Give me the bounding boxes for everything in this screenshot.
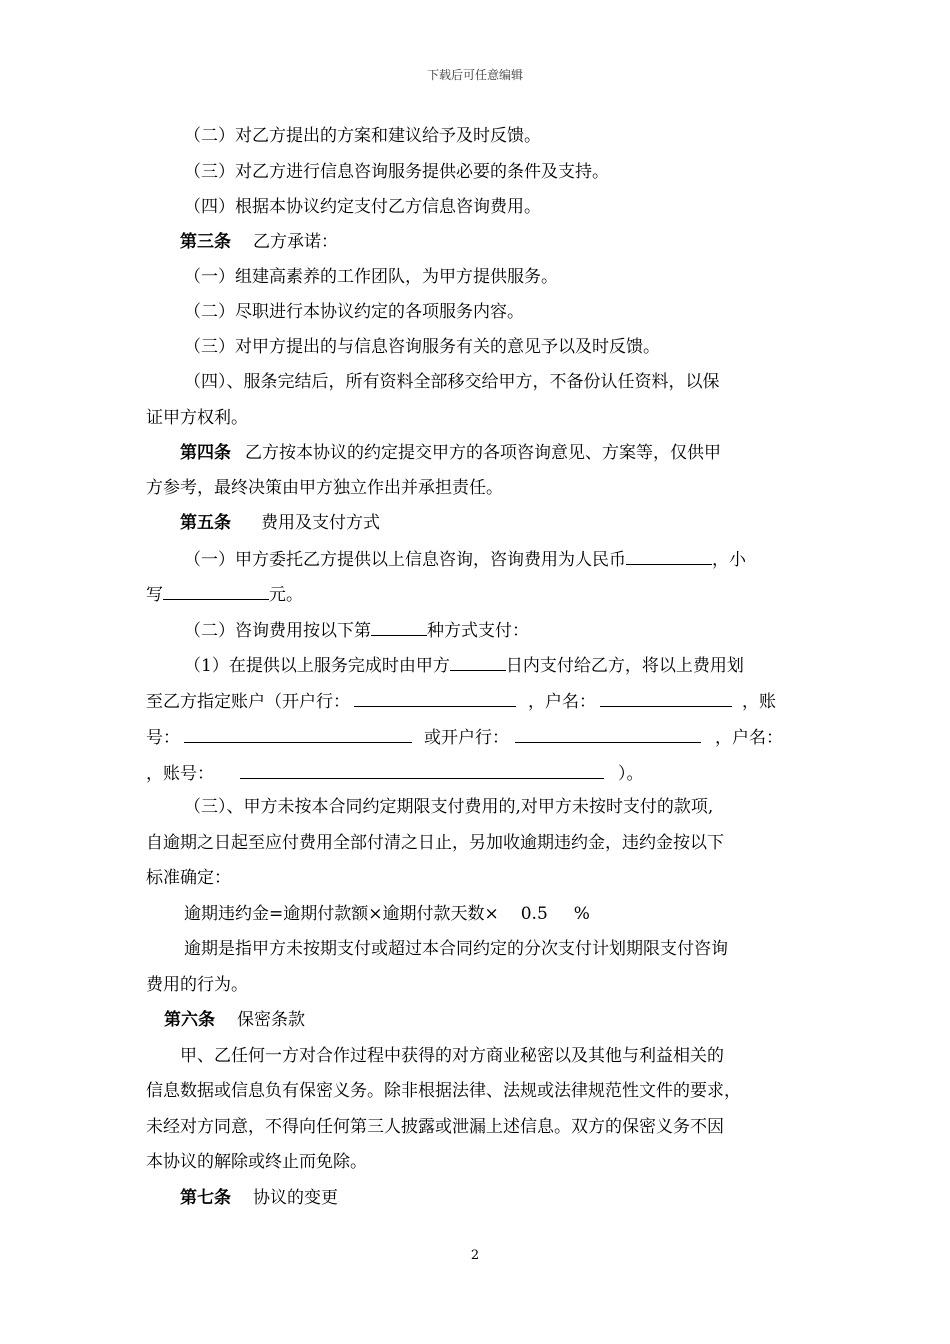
paragraph-line: 方参考，最终决策由甲方独立作出并承担责任。 xyxy=(146,478,503,498)
paragraph-line: （三）对乙方进行信息咨询服务提供必要的条件及支持。 xyxy=(184,162,609,182)
paragraph-line: 标准确定： xyxy=(146,868,231,888)
page-header: 下载后可任意编辑 xyxy=(426,68,523,82)
blank-field xyxy=(515,724,701,743)
blank-field xyxy=(450,652,506,671)
article-title: 第七条 xyxy=(180,1188,231,1208)
blank-field xyxy=(184,724,412,743)
paragraph-line: 费用的行为。 xyxy=(146,975,248,995)
paragraph-line: （四）、服条完结后，所有资料全部移交给甲方，不备份认任资料，以保 xyxy=(184,372,720,392)
paragraph-line: （四）根据本协议约定支付乙方信息咨询费用。 xyxy=(184,197,541,217)
paragraph-line: 未经对方同意，不得向任何第三人披露或泄漏上述信息。双方的保密义务不因 xyxy=(146,1117,724,1137)
paragraph-line: 本协议的解除或终止而免除。 xyxy=(146,1152,367,1172)
article-text: 费用及支付方式 xyxy=(261,513,380,533)
paragraph-line: （二）尽职进行本协议约定的各项服务内容。 xyxy=(184,302,524,322)
article-text: 保密条款 xyxy=(237,1010,305,1030)
article-4-heading xyxy=(180,441,721,465)
page-number: 2 xyxy=(470,1248,480,1263)
paragraph-line: 至乙方指定账户（开户行： ，户名： ，账 xyxy=(146,688,776,714)
paragraph-line: （一）组建高素养的工作团队，为甲方提供服务。 xyxy=(184,267,558,287)
paragraph-line: 信息数据或信息负有保密义务。除非根据法律、法规或法律规范性文件的要求， xyxy=(146,1081,741,1101)
formula-line: 逾期违约金=逾期付款额×逾期付款天数× 0.5 % xyxy=(184,904,590,924)
paragraph-line: （1）在提供以上服务完成时由甲方 日内支付给乙方，将以上费用划 xyxy=(184,652,744,678)
article-title: 第三条 xyxy=(180,232,231,252)
article-5-heading xyxy=(180,511,380,535)
paragraph-line: （二）对乙方提出的方案和建议给予及时反馈。 xyxy=(184,126,541,146)
paragraph-line: （一）甲方委托乙方提供以上信息咨询，咨询费用为人民币 ，小 xyxy=(184,546,746,572)
paragraph-line: 证甲方权利。 xyxy=(146,408,248,428)
paragraph-line: （二）咨询费用按以下第 种方式支付： xyxy=(184,617,529,643)
article-title: 第六条 xyxy=(164,1010,215,1030)
article-text: 协议的变更 xyxy=(253,1188,338,1208)
blank-field xyxy=(240,760,604,779)
blank-field xyxy=(626,546,712,565)
article-7-heading xyxy=(180,1186,338,1210)
article-3-heading xyxy=(180,230,338,254)
paragraph-line: 自逾期之日起至应付费用全部付清之日止，另加收逾期违约金，违约金按以下 xyxy=(146,833,724,853)
article-title: 第五条 xyxy=(180,513,231,533)
blank-field xyxy=(163,581,269,600)
blank-field xyxy=(371,617,427,636)
article-6-heading xyxy=(164,1008,305,1032)
paragraph-line: 逾期是指甲方未按期支付或超过本合同约定的分次支付计划期限支付咨询 xyxy=(184,939,728,959)
paragraph-line: （三）、甲方未按本合同约定期限支付费用的,对甲方未按时支付的款项, xyxy=(184,797,714,817)
paragraph-line: 写 元。 xyxy=(146,581,303,607)
article-title: 第四条 xyxy=(180,443,231,463)
article-text: 乙方按本协议的约定提交甲方的各项咨询意见、方案等，仅供甲 xyxy=(245,443,721,463)
paragraph-line: ，账号： ）。 xyxy=(146,760,644,786)
paragraph-line: 甲、乙任何一方对合作过程中获得的对方商业秘密以及其他与利益相关的 xyxy=(180,1046,724,1066)
paragraph-line: 号： 或开户行： ，户名： xyxy=(146,724,783,750)
blank-field xyxy=(600,688,732,707)
paragraph-line: （三）对甲方提出的与信息咨询服务有关的意见予以及时反馈。 xyxy=(184,337,660,357)
article-text: 乙方承诺： xyxy=(253,232,338,252)
blank-field xyxy=(354,688,516,707)
